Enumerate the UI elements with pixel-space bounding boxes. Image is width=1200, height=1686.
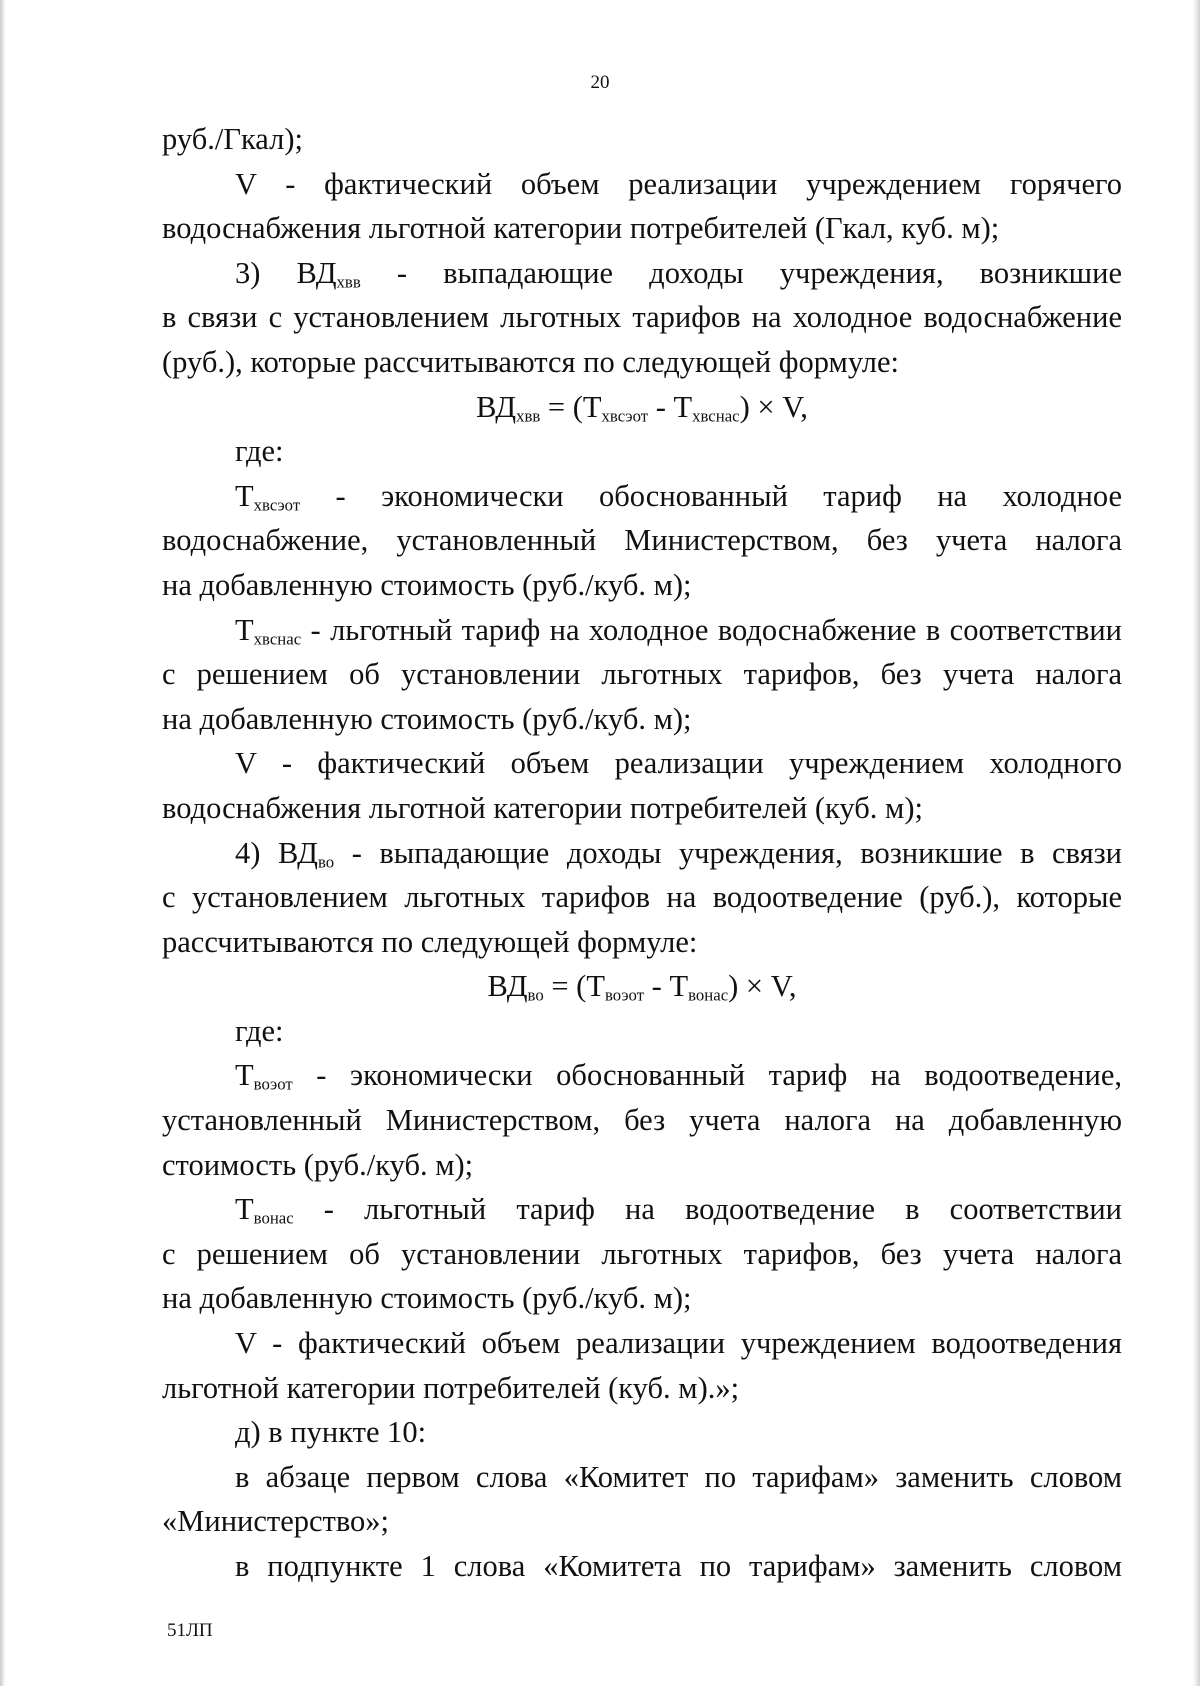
text-line: рассчитываются по следующей формуле: xyxy=(162,924,698,959)
text-line: V - фактический объем реализации учреждением горячего xyxy=(235,166,1122,201)
text-line: где: xyxy=(235,1013,284,1048)
formula-cold-water: $ВД_{хвв} = (Т_{хвсэот} - Т_{хвснас}) \times V$, xyxy=(476,389,808,426)
text-line: водоснабжение, установленный Министерством, без учета налога xyxy=(162,523,1122,558)
formula-wastewater: $ВД_{во} = (Т_{воэот} - Т_{вонас}) \times V$, xyxy=(487,969,797,1005)
text-line: водоснабжения льготной категории потребителей (Гкал, куб. м); xyxy=(162,211,1000,246)
footer-code: 51ЛП xyxy=(167,1620,213,1641)
definition-line: $Т_{хвсэот}$ - экономически обоснованный тариф на холодное xyxy=(235,478,1122,515)
text-line: установленный Министерством, без учета налога на добавленную xyxy=(162,1103,1122,1138)
scan-edge-right xyxy=(1192,0,1200,1686)
text-line: стоимость (руб./куб. м); xyxy=(162,1147,474,1182)
text-line: «Министерство»; xyxy=(162,1504,390,1539)
text-line: льготной категории потребителей (куб. м).»; xyxy=(162,1370,740,1405)
definition-line: $Т_{хвснас}$ - льготный тариф на холодное водоснабжение в соответствии xyxy=(235,612,1122,649)
document-body xyxy=(162,117,1122,1589)
definition-line: $Т_{вонас}$ - льготный тариф на водоотведение в соответствии xyxy=(235,1192,1122,1228)
text-line: где: xyxy=(235,434,284,469)
definition-line: $Т_{воэот}$ - экономически обоснованный тариф на водоотведение, xyxy=(235,1058,1122,1095)
text-line: в абзаце первом слова «Комитет по тарифам» заменить словом xyxy=(235,1459,1122,1494)
text-line: на добавленную стоимость (руб./куб. м); xyxy=(162,1281,692,1316)
item-4-heading: 4) $ВД_{во}$ - выпадающие доходы учреждения, возникшие в связи xyxy=(235,835,1122,872)
text-line: с установлением льготных тарифов на водоотведение (руб.), которые xyxy=(162,880,1122,915)
text-line: руб./Гкал); xyxy=(162,122,303,156)
text-line: на добавленную стоимость (руб./куб. м); xyxy=(162,567,692,602)
text-line: на добавленную стоимость (руб./куб. м); xyxy=(162,701,692,736)
text-line: с решением об установлении льготных тарифов, без учета налога xyxy=(162,657,1122,692)
text-line: в связи с установлением льготных тарифов на холодное водоснабжение xyxy=(162,300,1122,335)
text-line: водоснабжения льготной категории потребителей (куб. м); xyxy=(162,790,923,825)
text-line: V - фактический объем реализации учреждением холодного xyxy=(235,746,1122,781)
scan-edge-left xyxy=(0,0,6,1686)
text-line: V - фактический объем реализации учреждением водоотведения xyxy=(235,1326,1122,1361)
text-line: с решением об установлении льготных тарифов, без учета налога xyxy=(162,1236,1122,1271)
text-line: (руб.), которые рассчитываются по следующей формуле: xyxy=(162,344,900,379)
item-3-heading: 3) $ВД_{хвв}$ - выпадающие доходы учреждения, возникшие xyxy=(235,255,1122,292)
text-line: в подпункте 1 слова «Комитета по тарифам» заменить словом xyxy=(235,1549,1122,1583)
text-line: д) в пункте 10: xyxy=(235,1415,427,1450)
page-number: 20 xyxy=(590,72,610,93)
